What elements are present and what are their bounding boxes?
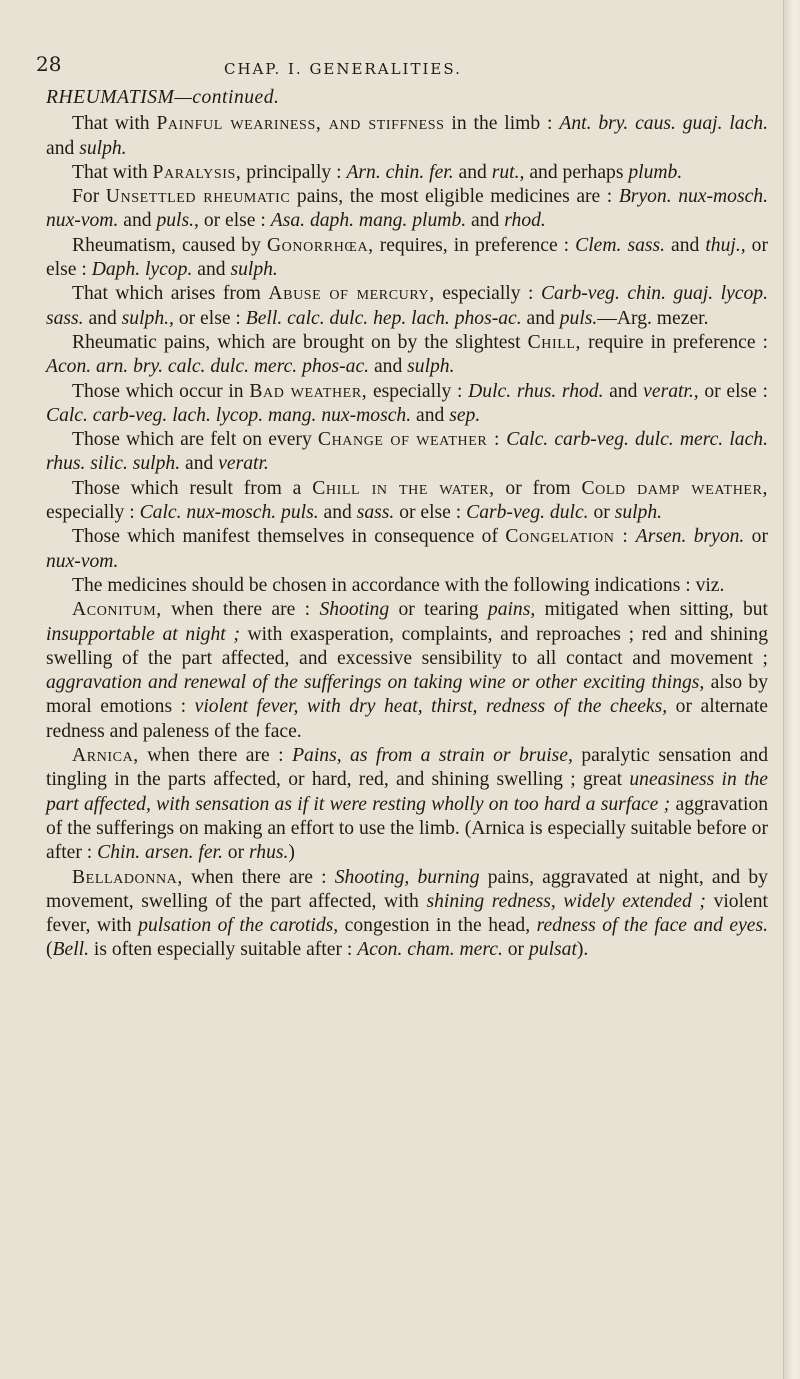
paragraph-aconitum: Aconitum, when there are : Shooting or tearing pains, mitigated when sitting, but insupportable at night ; with exasperation, complaints, and reproaches ; red and shining swelling of the part affected, and excessive sensibility to all contact and movement ; aggravation and renewal of the sufferings on taking wine or other exciting things, also by moral emotions : violent fever, with dry heat, thirst, redness of the cheeks, or alternate redness and paleness of the face. <box>46 599 768 742</box>
paragraph-bad-weather: Those which occur in Bad weather, especially : Dulc. rhus. rhod. and veratr., or else : Calc. carb-veg. lach. lycop. mang. nux-mosch. and sep. <box>46 380 768 426</box>
page-number: 28 <box>36 52 62 76</box>
paragraph-chill-in-water: Those which result from a Chill in the water, or from Cold damp weather, especially : Calc. nux-mosch. puls. and sass. or else : Carb-veg. dulc. or sulph. <box>46 477 769 524</box>
paragraph-congelation: Those which manifest themselves in consequence of Congelation : Arsen. bryon. or nux-vom. <box>46 526 768 572</box>
paragraph-arnica: Arnica, when there are : Pains, as from a strain or bruise, paralytic sensation and tingling in the parts affected, or hard, red, and shining swelling ; great uneasiness in the part affected, with sensation as if it were resting wholly on too hard a surface ; aggravation of the sufferings on making an effort to use the limb. (Arnica is especially suitable before or after : Chin. arsen. fer. or rhus.) <box>46 745 769 864</box>
paragraph-change-of-weather: Those which are felt on every Change of weather : Calc. carb-veg. dulc. merc. lach. rhus. silic. sulph. and veratr. <box>46 429 768 475</box>
page-edge <box>783 0 800 1379</box>
section-title: RHEUMATISM—continued. <box>46 87 280 108</box>
paragraph-chill: Rheumatic pains, which are brought on by the slightest Chill, require in preference : Acon. arn. bry. calc. dulc. merc. phos-ac. and sulph. <box>46 331 768 378</box>
paragraph-unsettled: For Unsettled rheumatic pains, the most eligible medicines are : Bryon. nux-mosch. nux-vom. and puls., or else : Asa. daph. mang. plumb. and rhod. <box>46 186 768 232</box>
body-text <box>46 86 768 963</box>
paragraph-indications: The medicines should be chosen in accordance with the following indications : viz. <box>72 574 725 596</box>
paragraph-list <box>46 112 768 962</box>
paragraph-belladonna: Belladonna, when there are : Shooting, burning pains, aggravated at night, and by movement, swelling of the part affected, with shining redness, widely extended ; violent fever, with pulsation of the carotids, congestion in the head, redness of the face and eyes. (Bell. is often especially suitable after : Acon. cham. merc. or pulsat). <box>46 866 768 961</box>
paragraph-mercury: That which arises from Abuse of mercury, especially : Carb-veg. chin. guaj. lycop. sass. and sulph., or else : Bell. calc. dulc. hep. lach. phos-ac. and puls.—Arg. mezer. <box>46 283 768 329</box>
paragraph-paralysis: That with Paralysis, principally : Arn. chin. fer. and rut., and perhaps plumb. <box>72 161 683 183</box>
running-head: CHAP. I. GENERALITIES. <box>224 60 462 78</box>
paragraph-gonorrhoea: Rheumatism, caused by Gonorrhœa, requires, in preference : Clem. sass. and thuj., or else : Daph. lycop. and sulph. <box>46 234 768 281</box>
paragraph-painful-weariness: That with Painful weariness, and stiffness in the limb : Ant. bry. caus. guaj. lach. and sulph. <box>46 113 768 159</box>
